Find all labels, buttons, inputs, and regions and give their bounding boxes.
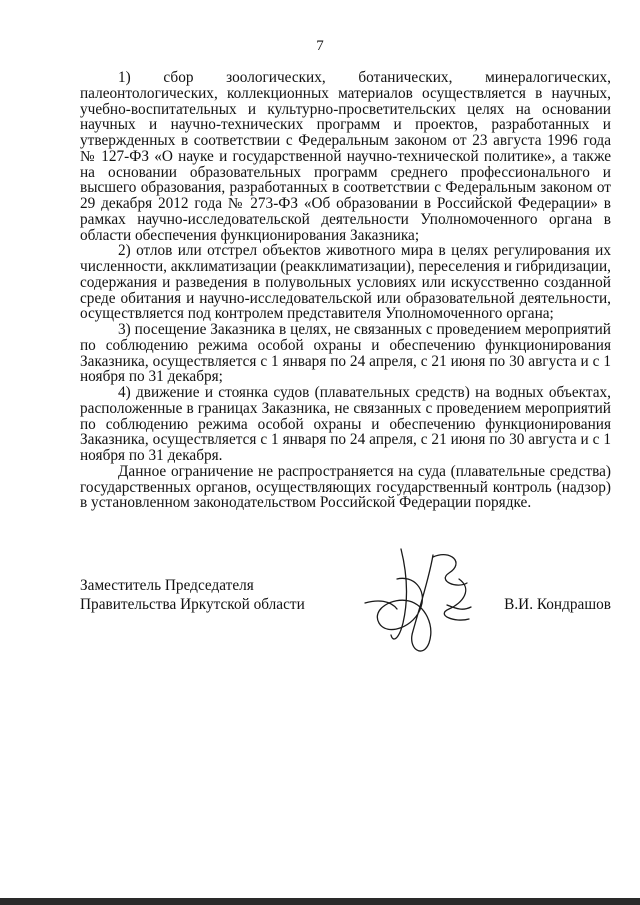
signatory-title-line-1: Заместитель Председателя: [80, 577, 254, 594]
signature-block: [80, 576, 611, 656]
document-body: [80, 70, 611, 511]
handwritten-signature: [363, 539, 493, 654]
paragraph-item-3: 3) посещение Заказника в целях, не связанных с проведением мероприятий по соблюдению режима особой охраны и обеспечению функционирования Заказника, осуществляется с 1 января по 24 апреля, с 21 июня по 30 августа и с 1 ноября по 31 декабря;: [80, 321, 611, 386]
paragraph-item-4: 4) движение и стоянка судов (плавательных средств) на водных объектах, расположенные в границах Заказника, не связанных с проведением мероприятий по соблюдению режима особой охраны и обеспечению функционирования Заказника, осуществляется с 1 января по 24 апреля, с 21 июня по 30 августа и с 1 ноября по 31 декабря.: [80, 384, 611, 464]
signatory-title-line-2: Правительства Иркутской области: [80, 596, 305, 613]
paragraph-item-2: 2) отлов или отстрел объектов животного мира в целях регулирования их численности, акклиматизации (реакклиматизации), переселения и гибридизации, содержания и разведения в полувольных условиях или искусственно созданной среде обитания и научно-исследовательской или образовательной деятельности, осуществляется под контролем представителя Уполномоченного органа;: [80, 242, 611, 323]
paragraph-item-1: 1) сбор зоологических, ботанических, минералогических, палеонтологических, коллекционных материалов осуществляется в научных, учебно-воспитательных и культурно-просветительских целях на основании научных и научно-технических программ и проектов, разработанных и утвержденных в соответствии с Федеральным законом от 23 августа 1996 года № 127-ФЗ «О науке и государственной научно-технической политике», а также на основании образовательных программ среднего профессионального и высшего образования, разработанных в соответствии с Федеральным законом от 29 декабря 2012 года № 273-ФЗ «Об образовании в Российской Федерации» в рамках научно-исследовательской деятельности Уполномоченного органа в области обеспечения функционирования Заказника;: [80, 69, 611, 244]
page-number: 7: [316, 38, 324, 54]
scan-edge: [0, 898, 640, 905]
signatory-name: В.И. Кондрашов: [504, 596, 611, 613]
paragraph-exception: Данное ограничение не распространяется на суда (плавательные средства) государственных органов, осуществляющих государственный контроль (надзор) в установленном законодательством Российской Федерации порядке.: [80, 462, 611, 512]
signatory-title: [80, 576, 305, 614]
